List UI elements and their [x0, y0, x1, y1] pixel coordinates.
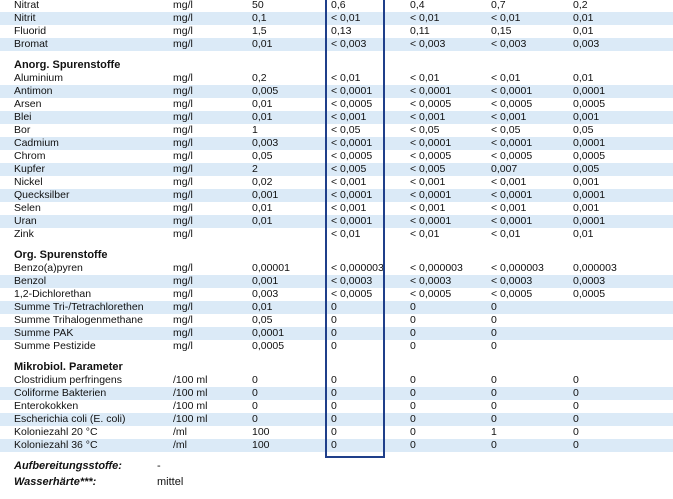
cell-value-2: 0	[410, 426, 416, 438]
cell-value-3: < 0,01	[491, 228, 521, 240]
cell-parameter: Koloniezahl 20 °C	[14, 426, 98, 438]
cell-parameter: Blei	[14, 111, 32, 123]
cell-unit: /100 ml	[173, 400, 208, 412]
cell-value-3: < 0,05	[491, 124, 521, 136]
cell-value-1: < 0,001	[331, 111, 367, 123]
cell-grenzwert: 0,01	[252, 202, 273, 214]
cell-parameter: Summe PAK	[14, 327, 74, 339]
highlighted-column-frame	[325, 0, 385, 458]
cell-parameter: Bromat	[14, 38, 48, 50]
cell-unit: /100 ml	[173, 374, 208, 386]
cell-value-3: < 0,0003	[491, 275, 533, 287]
cell-value-2: 0	[410, 327, 416, 339]
cell-parameter: Escherichia coli (E. coli)	[14, 413, 126, 425]
cell-value-1: < 0,001	[331, 176, 367, 188]
cell-parameter: Cadmium	[14, 137, 59, 149]
cell-unit: mg/l	[173, 327, 193, 339]
cell-value-2: 0	[410, 439, 416, 451]
cell-grenzwert: 0,05	[252, 314, 273, 326]
cell-value-3: 0	[491, 400, 497, 412]
cell-value-4: 0,0001	[573, 137, 606, 149]
cell-value-2: 0	[410, 400, 416, 412]
cell-grenzwert: 0,003	[252, 288, 279, 300]
cell-value-4: 0,0005	[573, 98, 606, 110]
cell-grenzwert: 0,05	[252, 150, 273, 162]
cell-unit: /100 ml	[173, 413, 208, 425]
cell-value-4: 0	[573, 400, 579, 412]
cell-value-2: 0,11	[410, 25, 430, 37]
cell-unit: mg/l	[173, 215, 193, 227]
cell-grenzwert: 0	[252, 413, 258, 425]
cell-parameter: Clostridium perfringens	[14, 374, 122, 386]
cell-unit: mg/l	[173, 340, 193, 352]
cell-parameter: Benzol	[14, 275, 47, 287]
cell-value-1: 0,13	[331, 25, 352, 37]
cell-value-1: 0	[331, 439, 337, 451]
cell-unit: mg/l	[173, 0, 193, 11]
cell-value-3: 0	[491, 314, 497, 326]
cell-value-4: 0	[573, 374, 579, 386]
cell-parameter: Antimon	[14, 85, 53, 97]
cell-value-3: < 0,0001	[491, 137, 533, 149]
cell-unit: mg/l	[173, 189, 193, 201]
cell-parameter: Nickel	[14, 176, 43, 188]
cell-value-3: 0	[491, 301, 497, 313]
cell-grenzwert: 100	[252, 426, 270, 438]
cell-parameter: Zink	[14, 228, 34, 240]
cell-grenzwert: 0,01	[252, 215, 273, 227]
cell-value-4: 0,0001	[573, 85, 606, 97]
cell-value-4: 0,05	[573, 124, 594, 136]
cell-value-1: < 0,0005	[331, 288, 373, 300]
cell-parameter: Nitrat	[14, 0, 40, 11]
cell-value-4: 0,001	[573, 176, 600, 188]
cell-unit: /ml	[173, 426, 187, 438]
cell-unit: mg/l	[173, 176, 193, 188]
cell-grenzwert: 1	[252, 124, 258, 136]
wasserhaerte-value: mittel	[157, 476, 184, 488]
cell-value-4: 0	[573, 426, 579, 438]
cell-value-1: < 0,05	[331, 124, 361, 136]
cell-parameter: Uran	[14, 215, 37, 227]
cell-grenzwert: 0	[252, 387, 258, 399]
cell-grenzwert: 0,003	[252, 137, 279, 149]
cell-value-3: 1	[491, 426, 497, 438]
cell-value-4: 0,000003	[573, 262, 617, 274]
cell-unit: mg/l	[173, 38, 193, 50]
cell-value-2: < 0,0005	[410, 150, 452, 162]
cell-parameter: Fluorid	[14, 25, 47, 37]
cell-value-2: < 0,01	[410, 228, 440, 240]
cell-value-2: < 0,000003	[410, 262, 463, 274]
cell-grenzwert: 0,01	[252, 38, 273, 50]
cell-value-3: 0	[491, 387, 497, 399]
cell-parameter: Nitrit	[14, 12, 36, 24]
cell-grenzwert: 0,01	[252, 111, 273, 123]
cell-value-1: 0	[331, 327, 337, 339]
cell-grenzwert: 0,0001	[252, 327, 285, 339]
cell-value-2: < 0,01	[410, 12, 440, 24]
cell-value-2: < 0,001	[410, 202, 446, 214]
cell-value-4: 0	[573, 387, 579, 399]
cell-value-3: < 0,0005	[491, 98, 533, 110]
cell-value-4: 0,005	[573, 163, 600, 175]
cell-grenzwert: 0	[252, 374, 258, 386]
cell-value-2: < 0,0001	[410, 137, 452, 149]
cell-unit: mg/l	[173, 111, 193, 123]
cell-value-4: 0,01	[573, 72, 594, 84]
cell-unit: mg/l	[173, 124, 193, 136]
cell-value-4: 0,001	[573, 111, 600, 123]
cell-value-2: < 0,001	[410, 111, 446, 123]
cell-value-1: < 0,0001	[331, 215, 373, 227]
cell-value-1: 0	[331, 400, 337, 412]
cell-value-3: 0,15	[491, 25, 512, 37]
cell-parameter: Quecksilber	[14, 189, 70, 201]
cell-value-1: 0	[331, 340, 337, 352]
cell-value-4: 0,0001	[573, 189, 606, 201]
cell-parameter: Selen	[14, 202, 41, 214]
cell-value-1: < 0,0003	[331, 275, 373, 287]
cell-unit: mg/l	[173, 275, 193, 287]
cell-value-2: 0	[410, 413, 416, 425]
cell-unit: mg/l	[173, 228, 193, 240]
cell-grenzwert: 0,02	[252, 176, 273, 188]
cell-grenzwert: 1,5	[252, 25, 267, 37]
cell-value-4: 0,0005	[573, 288, 606, 300]
cell-value-3: 0	[491, 439, 497, 451]
cell-value-1: < 0,0001	[331, 137, 373, 149]
cell-value-3: 0,007	[491, 163, 518, 175]
cell-value-3: < 0,01	[491, 72, 521, 84]
cell-value-3: < 0,000003	[491, 262, 544, 274]
cell-value-3: < 0,0001	[491, 189, 533, 201]
cell-grenzwert: 0,001	[252, 275, 279, 287]
cell-value-2: < 0,0001	[410, 189, 452, 201]
cell-value-4: 0,2	[573, 0, 588, 11]
cell-value-1: < 0,000003	[331, 262, 384, 274]
cell-value-3: < 0,0001	[491, 85, 533, 97]
section-title-org: Org. Spurenstoffe	[14, 249, 108, 261]
cell-grenzwert: 50	[252, 0, 264, 11]
cell-value-3: < 0,001	[491, 176, 527, 188]
cell-value-1: 0	[331, 413, 337, 425]
cell-value-1: < 0,0001	[331, 85, 373, 97]
section-title-mikro: Mikrobiol. Parameter	[14, 361, 123, 373]
cell-parameter: Aluminium	[14, 72, 64, 84]
cell-value-4: 0,01	[573, 228, 594, 240]
cell-value-2: 0	[410, 301, 416, 313]
cell-value-1: < 0,003	[331, 38, 367, 50]
cell-value-2: 0,4	[410, 0, 425, 11]
cell-value-4: 0,01	[573, 12, 594, 24]
cell-value-2: < 0,005	[410, 163, 446, 175]
cell-value-2: < 0,0005	[410, 288, 452, 300]
cell-grenzwert: 0,00001	[252, 262, 290, 274]
cell-parameter: 1,2-Dichlorethan	[14, 288, 92, 300]
cell-value-2: 0	[410, 340, 416, 352]
cell-grenzwert: 0,01	[252, 98, 273, 110]
cell-value-1: 0	[331, 426, 337, 438]
cell-value-3: < 0,001	[491, 202, 527, 214]
cell-value-2: < 0,001	[410, 176, 446, 188]
cell-value-3: 0	[491, 374, 497, 386]
cell-parameter: Coliforme Bakterien	[14, 387, 107, 399]
cell-value-2: < 0,01	[410, 72, 440, 84]
cell-parameter: Arsen	[14, 98, 42, 110]
cell-value-2: < 0,0005	[410, 98, 452, 110]
cell-unit: mg/l	[173, 262, 193, 274]
cell-parameter: Bor	[14, 124, 31, 136]
cell-value-2: 0	[410, 374, 416, 386]
aufbereitungsstoffe-value: -	[157, 460, 161, 472]
cell-grenzwert: 100	[252, 439, 270, 451]
cell-value-4: 0,01	[573, 25, 594, 37]
cell-unit: mg/l	[173, 12, 193, 24]
cell-value-1: 0	[331, 387, 337, 399]
cell-unit: mg/l	[173, 301, 193, 313]
cell-unit: mg/l	[173, 202, 193, 214]
cell-value-2: 0	[410, 314, 416, 326]
cell-value-2: < 0,0001	[410, 215, 452, 227]
cell-value-2: < 0,05	[410, 124, 440, 136]
cell-value-2: < 0,0003	[410, 275, 452, 287]
cell-unit: /100 ml	[173, 387, 208, 399]
cell-grenzwert: 2	[252, 163, 258, 175]
cell-value-1: < 0,01	[331, 12, 361, 24]
aufbereitungsstoffe-label: Aufbereitungsstoffe:	[14, 460, 122, 472]
cell-value-3: < 0,003	[491, 38, 527, 50]
cell-value-1: 0	[331, 314, 337, 326]
cell-value-3: 0	[491, 413, 497, 425]
cell-value-1: < 0,01	[331, 72, 361, 84]
cell-grenzwert: 0,01	[252, 301, 273, 313]
cell-parameter: Chrom	[14, 150, 46, 162]
cell-value-3: 0	[491, 340, 497, 352]
section-title-anorg: Anorg. Spurenstoffe	[14, 59, 121, 71]
cell-value-4: 0	[573, 413, 579, 425]
cell-value-4: 0,0001	[573, 215, 606, 227]
cell-grenzwert: 0,001	[252, 189, 279, 201]
cell-value-1: < 0,0005	[331, 150, 373, 162]
cell-parameter: Summe Tri-/Tetrachlorethen	[14, 301, 144, 313]
cell-unit: mg/l	[173, 85, 193, 97]
cell-grenzwert: 0	[252, 400, 258, 412]
cell-value-1: 0,6	[331, 0, 346, 11]
cell-parameter: Kupfer	[14, 163, 45, 175]
cell-grenzwert: 0,005	[252, 85, 279, 97]
cell-value-4: 0,0003	[573, 275, 606, 287]
cell-grenzwert: 0,0005	[252, 340, 285, 352]
cell-value-4: 0,003	[573, 38, 600, 50]
cell-value-2: 0	[410, 387, 416, 399]
cell-parameter: Enterokokken	[14, 400, 79, 412]
cell-value-3: < 0,0005	[491, 150, 533, 162]
cell-parameter: Summe Trihalogenmethane	[14, 314, 143, 326]
cell-unit: mg/l	[173, 25, 193, 37]
cell-value-2: < 0,0001	[410, 85, 452, 97]
cell-value-1: < 0,0005	[331, 98, 373, 110]
cell-value-1: 0	[331, 374, 337, 386]
cell-parameter: Koloniezahl 36 °C	[14, 439, 98, 451]
cell-unit: /ml	[173, 439, 187, 451]
cell-unit: mg/l	[173, 72, 193, 84]
cell-value-3: < 0,01	[491, 12, 521, 24]
cell-grenzwert: 0,2	[252, 72, 267, 84]
cell-parameter: Summe Pestizide	[14, 340, 96, 352]
cell-value-3: < 0,0005	[491, 288, 533, 300]
cell-value-3: 0	[491, 327, 497, 339]
cell-value-3: < 0,001	[491, 111, 527, 123]
cell-value-4: 0,001	[573, 202, 600, 214]
cell-unit: mg/l	[173, 150, 193, 162]
wasserhaerte-label: Wasserhärte***:	[14, 476, 97, 488]
cell-unit: mg/l	[173, 288, 193, 300]
cell-value-2: < 0,003	[410, 38, 446, 50]
cell-unit: mg/l	[173, 98, 193, 110]
cell-value-3: < 0,0001	[491, 215, 533, 227]
cell-value-1: 0	[331, 301, 337, 313]
cell-value-1: < 0,0001	[331, 189, 373, 201]
cell-unit: mg/l	[173, 137, 193, 149]
cell-value-4: 0,0005	[573, 150, 606, 162]
cell-parameter: Benzo(a)pyren	[14, 262, 83, 274]
cell-value-1: < 0,001	[331, 202, 367, 214]
cell-value-1: < 0,005	[331, 163, 367, 175]
cell-value-4: 0	[573, 439, 579, 451]
cell-value-3: 0,7	[491, 0, 506, 11]
cell-grenzwert: 0,1	[252, 12, 267, 24]
cell-unit: mg/l	[173, 314, 193, 326]
cell-unit: mg/l	[173, 163, 193, 175]
cell-value-1: < 0,01	[331, 228, 361, 240]
